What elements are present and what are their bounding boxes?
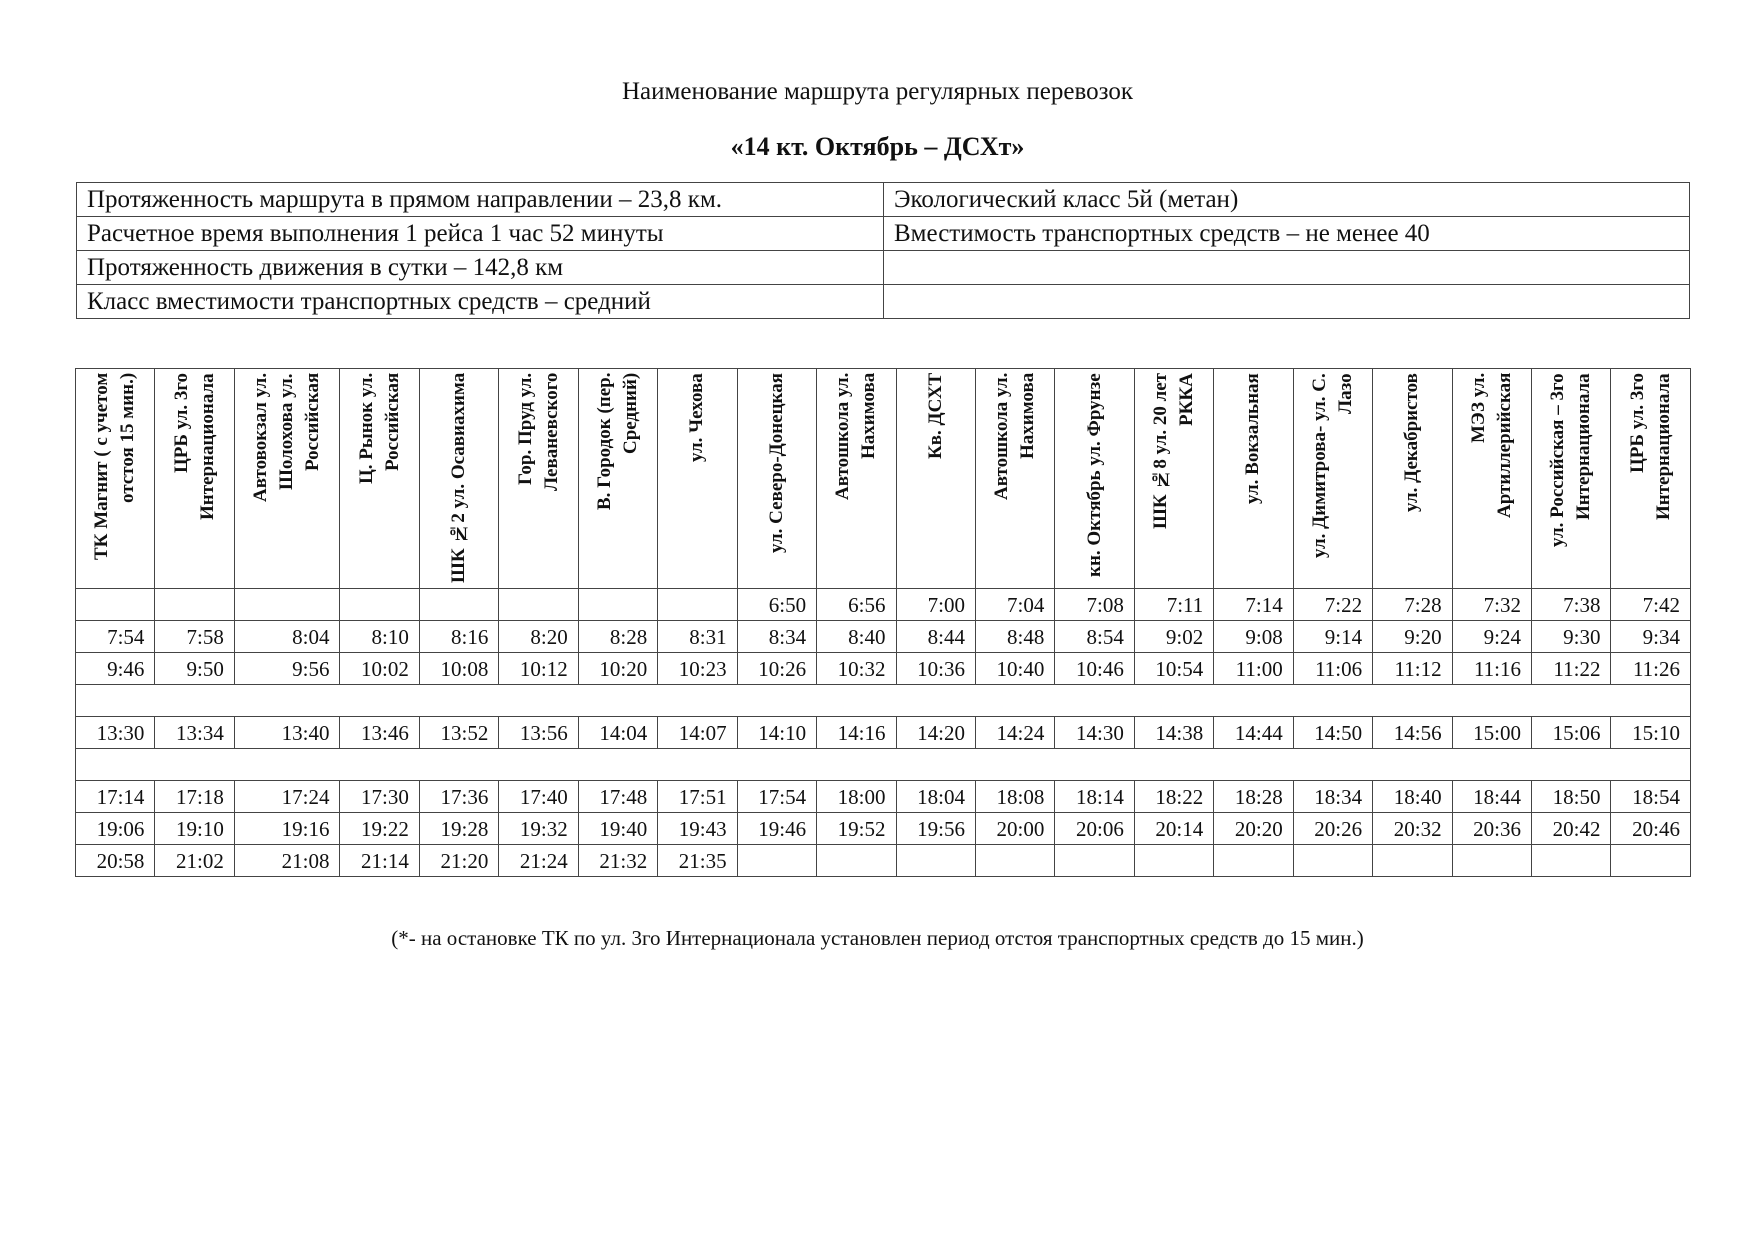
time-cell xyxy=(234,589,340,621)
time-cell: 19:06 xyxy=(76,813,155,845)
time-cell xyxy=(975,845,1054,877)
time-cell: 14:24 xyxy=(975,717,1054,749)
info-cell: Расчетное время выполнения 1 рейса 1 час 52 минуты xyxy=(77,217,884,251)
time-cell: 9:30 xyxy=(1532,621,1611,653)
stop-header xyxy=(658,369,737,589)
time-cell: 10:46 xyxy=(1055,653,1134,685)
stop-header xyxy=(817,369,896,589)
stop-header xyxy=(1611,369,1691,589)
stop-name: ШК №8 ул. 20 лет РККА xyxy=(1150,373,1198,530)
time-cell: 19:10 xyxy=(155,813,234,845)
schedule-row xyxy=(76,621,1691,653)
stop-name: кн. Октябрь ул. Фрунзе xyxy=(1083,373,1105,577)
time-cell: 20:20 xyxy=(1214,813,1293,845)
time-cell: 9:02 xyxy=(1134,621,1213,653)
stop-name: Автовокзал ул. Шолохова ул. Российская xyxy=(250,373,324,503)
stop-header xyxy=(896,369,975,589)
time-cell: 21:24 xyxy=(499,845,578,877)
info-cell xyxy=(884,285,1690,319)
time-cell: 15:06 xyxy=(1532,717,1611,749)
time-cell: 10:36 xyxy=(896,653,975,685)
time-cell: 19:28 xyxy=(419,813,498,845)
time-cell: 11:12 xyxy=(1373,653,1452,685)
time-cell: 7:32 xyxy=(1452,589,1531,621)
time-cell: 8:34 xyxy=(737,621,816,653)
time-cell: 6:56 xyxy=(817,589,896,621)
time-cell: 7:11 xyxy=(1134,589,1213,621)
time-cell: 10:20 xyxy=(578,653,657,685)
time-cell: 20:14 xyxy=(1134,813,1213,845)
time-cell: 8:54 xyxy=(1055,621,1134,653)
time-cell: 17:48 xyxy=(578,781,657,813)
time-cell: 17:54 xyxy=(737,781,816,813)
time-cell xyxy=(1611,845,1691,877)
time-cell: 14:38 xyxy=(1134,717,1213,749)
time-cell: 9:56 xyxy=(234,653,340,685)
schedule-gap-row xyxy=(76,685,1691,717)
info-cell: Класс вместимости транспортных средств – средний xyxy=(77,285,884,319)
time-cell: 13:46 xyxy=(340,717,419,749)
time-cell: 14:44 xyxy=(1214,717,1293,749)
time-cell: 17:30 xyxy=(340,781,419,813)
time-cell: 14:10 xyxy=(737,717,816,749)
time-cell: 20:06 xyxy=(1055,813,1134,845)
time-cell: 19:16 xyxy=(234,813,340,845)
info-row xyxy=(77,285,1690,319)
stop-name: ШК №2 ул. Осавиахима xyxy=(448,373,470,584)
stop-name: Автошкола ул. Нахимова xyxy=(991,373,1039,501)
stop-header xyxy=(1532,369,1611,589)
time-cell: 13:34 xyxy=(155,717,234,749)
schedule-row xyxy=(76,717,1691,749)
time-cell: 10:12 xyxy=(499,653,578,685)
time-cell: 18:00 xyxy=(817,781,896,813)
time-cell: 20:00 xyxy=(975,813,1054,845)
stop-name: ЦРБ ул. 3го Интернационала xyxy=(1626,373,1674,520)
time-cell xyxy=(817,845,896,877)
time-cell: 9:20 xyxy=(1373,621,1452,653)
time-cell: 9:50 xyxy=(155,653,234,685)
time-cell xyxy=(1055,845,1134,877)
time-cell: 8:20 xyxy=(499,621,578,653)
time-cell: 6:50 xyxy=(737,589,816,621)
time-cell: 18:40 xyxy=(1373,781,1452,813)
time-cell: 14:07 xyxy=(658,717,737,749)
time-cell xyxy=(737,845,816,877)
time-cell: 18:28 xyxy=(1214,781,1293,813)
time-cell: 15:00 xyxy=(1452,717,1531,749)
time-cell xyxy=(499,589,578,621)
stop-name: Автошкола ул. Нахимова xyxy=(832,373,880,501)
schedule-row xyxy=(76,781,1691,813)
schedule-table xyxy=(75,368,1691,877)
time-cell xyxy=(1214,845,1293,877)
time-cell: 17:51 xyxy=(658,781,737,813)
time-cell: 20:26 xyxy=(1293,813,1372,845)
time-cell: 14:50 xyxy=(1293,717,1372,749)
stop-header xyxy=(1373,369,1452,589)
time-cell: 10:54 xyxy=(1134,653,1213,685)
time-cell: 11:00 xyxy=(1214,653,1293,685)
time-cell: 11:22 xyxy=(1532,653,1611,685)
time-cell xyxy=(155,589,234,621)
time-cell: 21:32 xyxy=(578,845,657,877)
info-cell: Протяженность движения в сутки – 142,8 км xyxy=(77,251,884,285)
time-cell: 19:56 xyxy=(896,813,975,845)
stop-name: Ц. Рынок ул. Российская xyxy=(355,373,403,485)
time-cell xyxy=(1293,845,1372,877)
stop-header xyxy=(975,369,1054,589)
time-cell: 19:40 xyxy=(578,813,657,845)
time-cell: 18:14 xyxy=(1055,781,1134,813)
time-cell: 17:40 xyxy=(499,781,578,813)
route-name: «14 кт. Октябрь – ДСХт» xyxy=(730,132,1025,161)
time-cell: 9:46 xyxy=(76,653,155,685)
time-cell: 10:08 xyxy=(419,653,498,685)
time-cell: 8:31 xyxy=(658,621,737,653)
info-cell xyxy=(884,251,1690,285)
stop-header xyxy=(419,369,498,589)
time-cell xyxy=(1134,845,1213,877)
time-cell: 18:08 xyxy=(975,781,1054,813)
time-cell: 14:20 xyxy=(896,717,975,749)
time-cell: 7:14 xyxy=(1214,589,1293,621)
time-cell: 14:16 xyxy=(817,717,896,749)
stop-name: Кв. ДСХТ xyxy=(924,373,946,460)
time-cell: 18:54 xyxy=(1611,781,1691,813)
time-cell: 7:58 xyxy=(155,621,234,653)
time-cell xyxy=(419,589,498,621)
schedule-row xyxy=(76,845,1691,877)
time-cell: 18:34 xyxy=(1293,781,1372,813)
time-cell xyxy=(658,589,737,621)
time-cell: 8:16 xyxy=(419,621,498,653)
time-cell: 17:36 xyxy=(419,781,498,813)
info-cell: Вместимость транспортных средств – не менее 40 xyxy=(884,217,1690,251)
time-cell: 20:32 xyxy=(1373,813,1452,845)
time-cell: 14:56 xyxy=(1373,717,1452,749)
time-cell: 7:54 xyxy=(76,621,155,653)
stop-name: ул. Димитрова- ул. С. Лазо xyxy=(1308,373,1356,558)
time-cell: 13:30 xyxy=(76,717,155,749)
time-cell xyxy=(1532,845,1611,877)
info-cell: Экологический класс 5й (метан) xyxy=(884,183,1690,217)
time-cell: 15:10 xyxy=(1611,717,1691,749)
time-cell: 19:43 xyxy=(658,813,737,845)
stop-name: ул. Северо-Донецкая xyxy=(765,373,787,553)
time-cell: 13:40 xyxy=(234,717,340,749)
time-cell: 10:02 xyxy=(340,653,419,685)
time-cell: 20:46 xyxy=(1611,813,1691,845)
time-cell: 21:02 xyxy=(155,845,234,877)
time-cell: 20:58 xyxy=(76,845,155,877)
time-cell: 10:32 xyxy=(817,653,896,685)
time-cell: 19:46 xyxy=(737,813,816,845)
stop-name: В. Городок (пер. Средний) xyxy=(593,373,641,511)
time-cell: 19:32 xyxy=(499,813,578,845)
stop-name: ул. Вокзальная xyxy=(1242,373,1264,504)
time-cell: 21:14 xyxy=(340,845,419,877)
time-cell: 10:26 xyxy=(737,653,816,685)
time-cell: 11:16 xyxy=(1452,653,1531,685)
info-cell: Протяженность маршрута в прямом направлении – 23,8 км. xyxy=(77,183,884,217)
stop-header xyxy=(340,369,419,589)
time-cell: 14:04 xyxy=(578,717,657,749)
time-cell xyxy=(76,589,155,621)
time-cell: 19:22 xyxy=(340,813,419,845)
stop-header xyxy=(499,369,578,589)
time-cell: 18:50 xyxy=(1532,781,1611,813)
stop-name: ул. Российская – 3го Интернационала xyxy=(1547,373,1595,547)
time-cell: 14:30 xyxy=(1055,717,1134,749)
time-cell: 13:52 xyxy=(419,717,498,749)
time-cell: 18:44 xyxy=(1452,781,1531,813)
footnote: (*- на остановке ТК по ул. 3го Интернационала установлен период отстоя транспортных средств до 15 мин.) xyxy=(391,926,1364,950)
stop-name: ТК Магнит ( с учетом отстоя 15 мин.) xyxy=(91,373,139,561)
stop-name: МЭЗ ул. Артиллерийская xyxy=(1467,373,1515,519)
schedule-gap-row xyxy=(76,749,1691,781)
time-cell: 18:22 xyxy=(1134,781,1213,813)
time-cell: 10:23 xyxy=(658,653,737,685)
time-cell: 7:08 xyxy=(1055,589,1134,621)
time-cell: 8:28 xyxy=(578,621,657,653)
time-cell xyxy=(896,845,975,877)
time-cell: 7:38 xyxy=(1532,589,1611,621)
time-cell: 19:52 xyxy=(817,813,896,845)
gap-cell xyxy=(76,685,1691,717)
time-cell: 9:14 xyxy=(1293,621,1372,653)
time-cell: 17:24 xyxy=(234,781,340,813)
time-cell: 10:40 xyxy=(975,653,1054,685)
time-cell xyxy=(578,589,657,621)
stop-header xyxy=(1293,369,1372,589)
time-cell: 17:14 xyxy=(76,781,155,813)
stop-name: ЦРБ ул. 3го Интернационала xyxy=(170,373,218,520)
time-cell: 9:34 xyxy=(1611,621,1691,653)
info-row xyxy=(77,251,1690,285)
stop-header xyxy=(578,369,657,589)
stop-header xyxy=(155,369,234,589)
time-cell: 7:42 xyxy=(1611,589,1691,621)
time-cell: 20:36 xyxy=(1452,813,1531,845)
schedule-row xyxy=(76,653,1691,685)
time-cell: 8:04 xyxy=(234,621,340,653)
stop-name: ул. Чехова xyxy=(686,373,708,462)
time-cell: 8:10 xyxy=(340,621,419,653)
stop-header xyxy=(737,369,816,589)
schedule-header-row xyxy=(76,369,1691,589)
stop-header xyxy=(1214,369,1293,589)
time-cell: 7:22 xyxy=(1293,589,1372,621)
time-cell xyxy=(340,589,419,621)
info-row xyxy=(77,183,1690,217)
document-title: Наименование маршрута регулярных перевозок xyxy=(622,78,1133,105)
time-cell: 11:06 xyxy=(1293,653,1372,685)
stop-header xyxy=(1134,369,1213,589)
stop-header xyxy=(1055,369,1134,589)
time-cell xyxy=(1452,845,1531,877)
time-cell: 8:40 xyxy=(817,621,896,653)
time-cell: 8:44 xyxy=(896,621,975,653)
time-cell: 9:24 xyxy=(1452,621,1531,653)
time-cell: 17:18 xyxy=(155,781,234,813)
stop-header xyxy=(1452,369,1531,589)
time-cell xyxy=(1373,845,1452,877)
time-cell: 7:00 xyxy=(896,589,975,621)
time-cell: 18:04 xyxy=(896,781,975,813)
gap-cell xyxy=(76,749,1691,781)
time-cell: 7:28 xyxy=(1373,589,1452,621)
stop-header xyxy=(234,369,340,589)
route-info-table xyxy=(76,182,1690,319)
time-cell: 21:20 xyxy=(419,845,498,877)
time-cell: 20:42 xyxy=(1532,813,1611,845)
time-cell: 9:08 xyxy=(1214,621,1293,653)
stop-name: ул. Декабристов xyxy=(1401,373,1423,512)
time-cell: 21:35 xyxy=(658,845,737,877)
time-cell: 8:48 xyxy=(975,621,1054,653)
time-cell: 7:04 xyxy=(975,589,1054,621)
time-cell: 11:26 xyxy=(1611,653,1691,685)
stop-header xyxy=(76,369,155,589)
schedule-row xyxy=(76,813,1691,845)
time-cell: 13:56 xyxy=(499,717,578,749)
schedule-row xyxy=(76,589,1691,621)
time-cell: 21:08 xyxy=(234,845,340,877)
stop-name: Гор. Пруд ул. Леваневского xyxy=(514,373,562,492)
info-row xyxy=(77,217,1690,251)
